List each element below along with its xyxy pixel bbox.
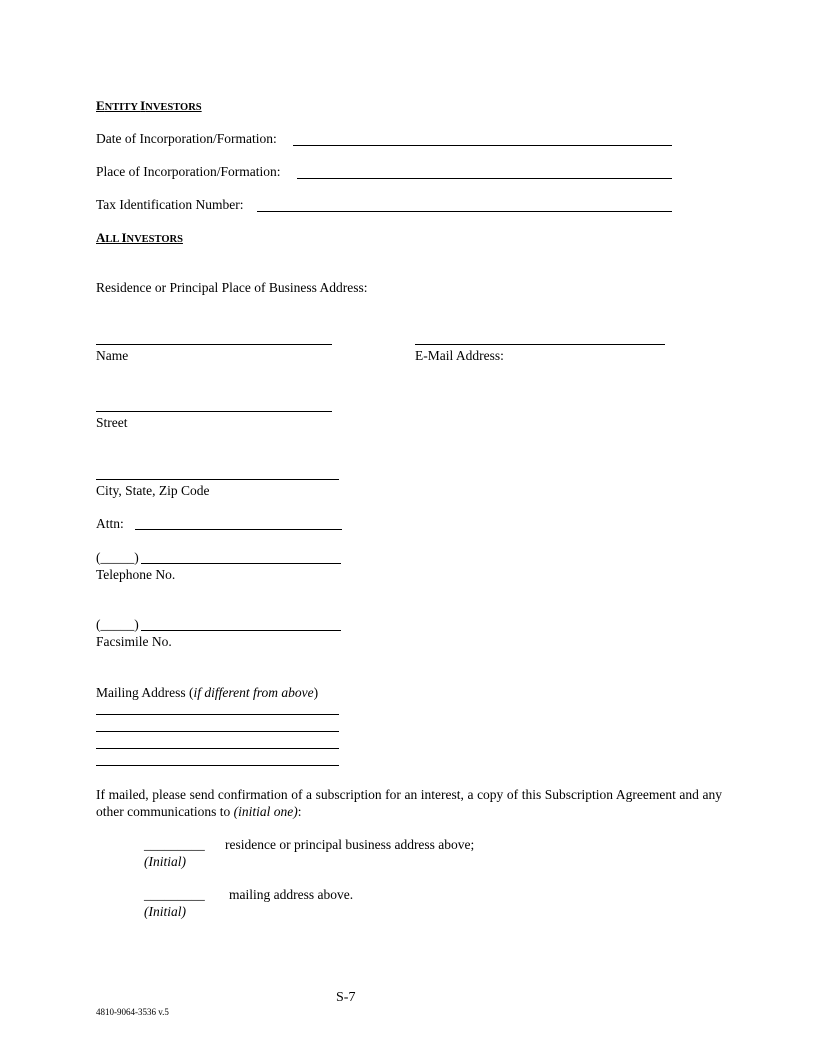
incorporation-date-label: Date of Incorporation/Formation: xyxy=(96,131,277,146)
incorporation-place-label: Place of Incorporation/Formation: xyxy=(96,164,281,179)
entity-investors-heading: ENTITY INVESTORS xyxy=(96,98,202,113)
city-state-zip-field[interactable] xyxy=(96,479,339,480)
all-investors-heading: ALL INVESTORS xyxy=(96,230,183,245)
attn-label: Attn: xyxy=(96,516,124,531)
facsimile-label: Facsimile No. xyxy=(96,634,172,649)
incorporation-date-field[interactable] xyxy=(293,145,672,146)
name-label: Name xyxy=(96,348,129,363)
attn-field[interactable] xyxy=(135,529,342,530)
confirmation-paragraph: If mailed, please send confirmation of a subscription for an interest, a copy of this Subscription Agreement and any other communications to (initial one): xyxy=(96,787,722,819)
telephone-area-code: (_____) xyxy=(96,550,139,565)
residence-address-label: Residence or Principal Place of Business Address: xyxy=(96,280,368,295)
mailing-address-line-4[interactable] xyxy=(96,765,339,766)
city-state-zip-label: City, State, Zip Code xyxy=(96,483,210,498)
page-number: S-7 xyxy=(336,990,356,1005)
mailing-address-line-2[interactable] xyxy=(96,731,339,732)
initial-label-residence: (Initial) xyxy=(144,854,186,869)
street-label: Street xyxy=(96,415,128,430)
initial-blank-residence[interactable]: _________ xyxy=(144,837,205,852)
tax-id-field[interactable] xyxy=(257,211,672,212)
initial-label-mailing: (Initial) xyxy=(144,904,186,919)
option-residence-text: residence or principal business address above; xyxy=(225,837,475,852)
facsimile-field[interactable] xyxy=(141,630,341,631)
mailing-address-line-3[interactable] xyxy=(96,748,339,749)
mailing-address-line-1[interactable] xyxy=(96,714,339,715)
telephone-label: Telephone No. xyxy=(96,567,176,582)
street-field[interactable] xyxy=(96,411,332,412)
name-field[interactable] xyxy=(96,344,332,345)
email-field[interactable] xyxy=(415,344,665,345)
option-mailing-text: mailing address above. xyxy=(229,887,354,902)
telephone-field[interactable] xyxy=(141,563,341,564)
initial-blank-mailing[interactable]: _________ xyxy=(144,887,205,902)
tax-id-label: Tax Identification Number: xyxy=(96,197,244,212)
document-id: 4810-9064-3536 v.5 xyxy=(96,1007,169,1017)
facsimile-area-code: (_____) xyxy=(96,617,139,632)
mailing-address-label: Mailing Address (if different from above) xyxy=(96,685,319,700)
incorporation-place-field[interactable] xyxy=(297,178,672,179)
email-label: E-Mail Address: xyxy=(415,348,504,363)
